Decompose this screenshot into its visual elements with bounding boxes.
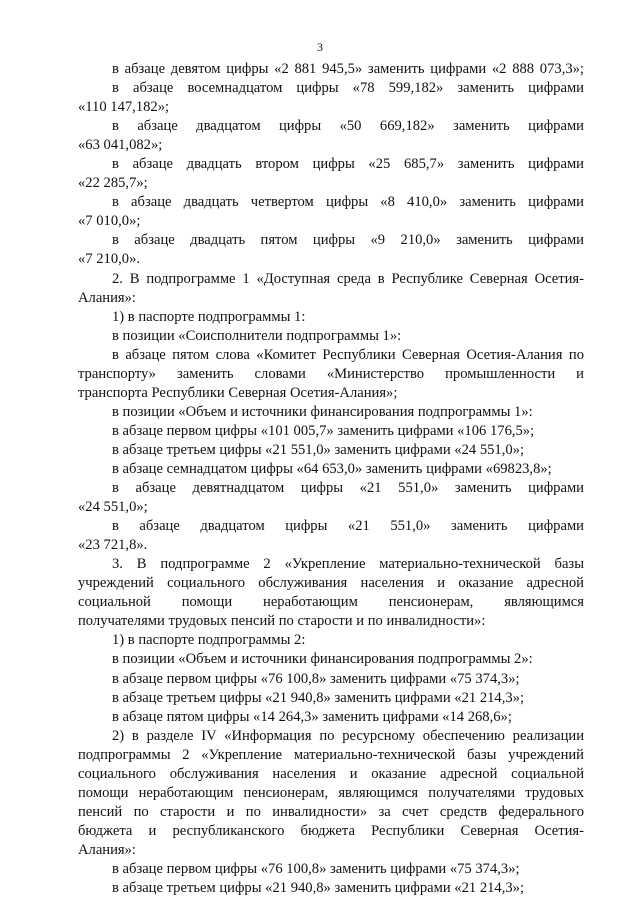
text-line: «23 721,8». [78,537,148,554]
text-line: в абзаце третьем цифры «21 940,8» заменить цифрами «21 214,3»; [112,689,525,706]
text-line: в абзаце первом цифры «76 100,8» заменить цифрами «75 374,3»; [112,860,520,877]
text-line: подпрограммы 2 «Укрепление материально-технической базы учреждений [78,746,584,763]
text-line: в абзаце третьем цифры «21 551,0» заменить цифрами «24 551,0»; [112,441,525,458]
text-line: в абзаце двадцать втором цифры «25 685,7» заменить цифрами [112,156,584,173]
text-line: «63 041,082»; [78,137,163,154]
text-line: в абзаце восемнадцатом цифры «78 599,182» заменить цифрами [112,80,584,97]
text-line: помощи неработающим пенсионерам, являющимся получателями трудовых [78,784,584,801]
text-line: в позиции «Объем и источники финансирования подпрограммы 1»: [112,403,533,420]
text-line: «24 551,0»; [78,499,148,516]
text-line: в абзаце девятнадцатом цифры «21 551,0» заменить цифрами [112,480,584,497]
text-line: «7 010,0»; [78,213,141,230]
text-line: получателями трудовых пенсий по старости и по инвалидности»: [78,613,486,630]
text-line: в абзаце семнадцатом цифры «64 653,0» заменить цифрами «69823,8»; [112,460,552,477]
text-line: в абзаце двадцать четвертом цифры «8 410,0» заменить цифрами [112,194,584,211]
text-line: «7 210,0». [78,251,141,268]
text-line: 1) в паспорте подпрограммы 2: [112,632,306,649]
text-line: «22 285,7»; [78,175,148,192]
text-line: пенсий по старости и по инвалидности» за счет средств федерального [78,803,584,820]
text-line: в абзаце третьем цифры «21 940,8» заменить цифрами «21 214,3»; [112,880,525,897]
text-line: в абзаце двадцатом цифры «21 551,0» заменить цифрами [112,518,584,535]
text-line: в абзаце первом цифры «76 100,8» заменить цифрами «75 374,3»; [112,670,520,687]
text-line: в абзаце двадцать пятом цифры «9 210,0» заменить цифрами [112,232,584,249]
text-line: Алания»: [78,841,136,858]
text-line: 2. В подпрограмме 1 «Доступная среда в Республике Северная Осетия- [112,270,584,287]
text-line: транспорту» заменить словами «Министерство промышленности и [78,365,584,382]
text-line: в позиции «Объем и источники финансирования подпрограммы 2»: [112,651,533,668]
text-line: социальной помощи неработающим пенсионерам, являющимся [78,594,584,611]
text-line: 3. В подпрограмме 2 «Укрепление материально-технической базы [112,556,584,573]
text-line: социального обслуживания населения и оказание адресной социальной [78,765,584,782]
text-line: 2) в разделе IV «Информация по ресурсному обеспечению реализации [112,727,584,744]
text-line: в абзаце первом цифры «101 005,7» заменить цифрами «106 176,5»; [112,422,535,439]
text-line: бюджета и республиканского бюджета Республики Северная Осетия- [78,822,584,839]
text-line: в абзаце пятом слова «Комитет Республики Северная Осетия-Алания по [112,346,584,363]
text-line: в абзаце пятом цифры «14 264,3» заменить цифрами «14 268,6»; [112,708,512,725]
text-line: в абзаце девятом цифры «2 881 945,5» заменить цифрами «2 888 073,3»; [112,61,584,77]
text-line: в позиции «Соисполнители подпрограммы 1»: [112,327,402,344]
page-number: 3 [317,40,323,54]
text-line: Алания»: [78,289,136,306]
text-line: в абзаце двадцатом цифры «50 669,182» заменить цифрами [112,118,584,135]
text-line: транспорта Республики Северная Осетия-Алания»; [78,384,398,401]
text-line: 1) в паспорте подпрограммы 1: [112,308,306,325]
text-line: учреждений социального обслуживания населения и оказание адресной [78,575,584,592]
text-line: «110 147,182»; [78,99,170,116]
document-body [78,60,584,898]
